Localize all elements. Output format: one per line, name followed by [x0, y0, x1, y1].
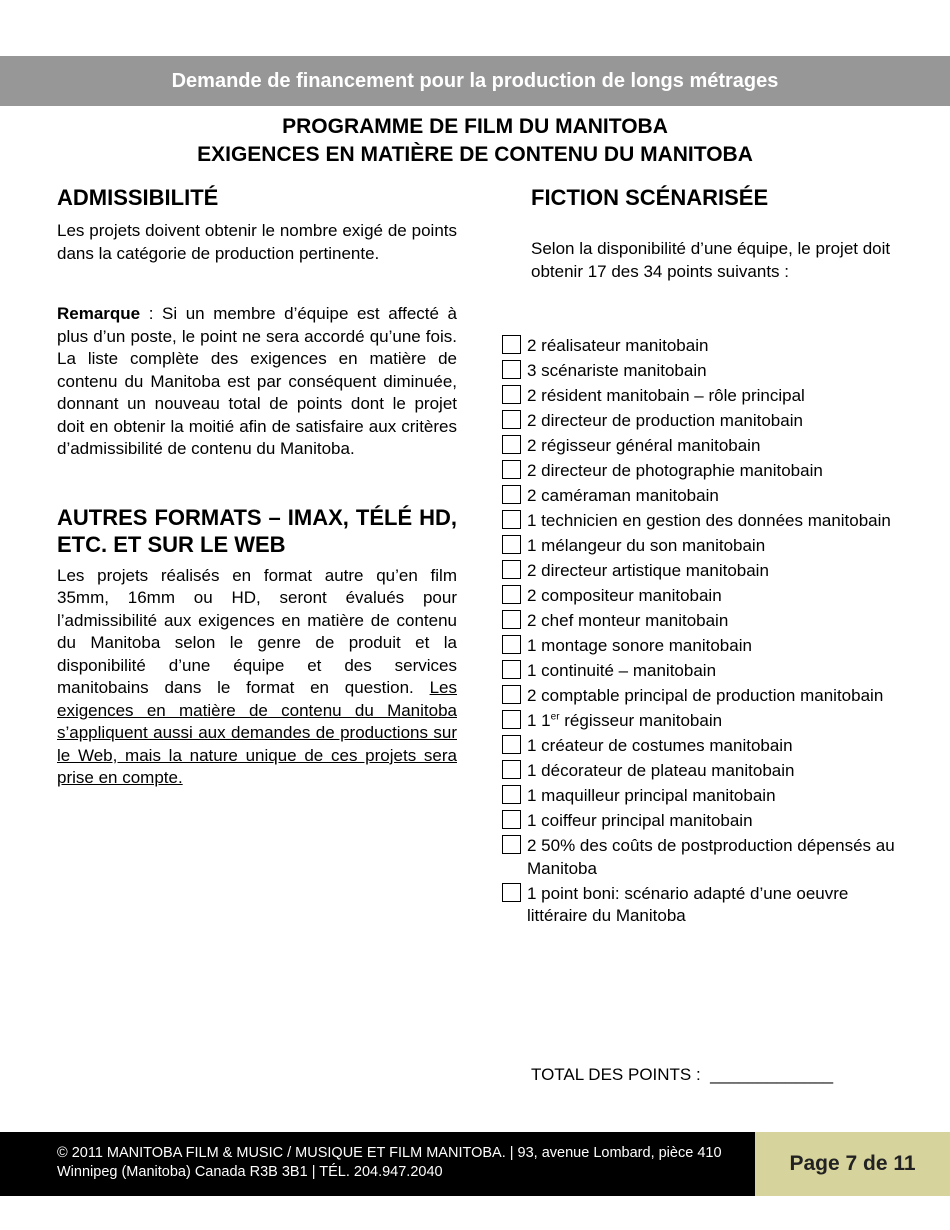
page-number: Page 7 de 11	[755, 1132, 950, 1196]
checkbox[interactable]	[502, 535, 521, 554]
document-banner: Demande de financement pour la production de longs métrages	[0, 56, 950, 106]
checklist-item: 1 continuité – manitobain	[502, 660, 922, 683]
checklist-item: 2 réalisateur manitobain	[502, 335, 922, 358]
checklist-item: 2 directeur de production manitobain	[502, 410, 922, 433]
title-line-1: PROGRAMME DE FILM DU MANITOBA	[282, 115, 668, 138]
checkbox[interactable]	[502, 560, 521, 579]
checklist-item: 1 décorateur de plateau manitobain	[502, 760, 922, 783]
checklist-item: 1 1er régisseur manitobain	[502, 710, 922, 733]
checkbox[interactable]	[502, 735, 521, 754]
right-column	[502, 184, 922, 930]
points-checklist	[502, 335, 922, 928]
checklist-item: 1 mélangeur du son manitobain	[502, 535, 922, 558]
checklist-item: 1 créateur de costumes manitobain	[502, 735, 922, 758]
checklist-item: 1 montage sonore manitobain	[502, 635, 922, 658]
page-title	[0, 113, 950, 169]
remarque-paragraph	[57, 303, 457, 461]
checkbox[interactable]	[502, 335, 521, 354]
footer-copyright: © 2011 MANITOBA FILM & MUSIC / MUSIQUE ET FILM MANITOBA. | 93, avenue Lombard, pièce 410 Winnipeg (Manitoba) Canada R3B 3B1 | TÉL. 204.947.2040	[57, 1145, 722, 1180]
checkbox[interactable]	[502, 883, 521, 902]
web-note-underlined: Les exigences en matière de contenu du Manitoba s’appliquent aussi aux demandes de productions sur le Web, mais la nature unique de ces projets sera prise en compte.	[57, 678, 457, 787]
checklist-item: 1 technicien en gestion des données manitobain	[502, 510, 922, 533]
checkbox[interactable]	[502, 585, 521, 604]
checkbox[interactable]	[502, 835, 521, 854]
checkbox[interactable]	[502, 435, 521, 454]
checklist-item: 2 chef monteur manitobain	[502, 610, 922, 633]
total-points	[531, 1064, 833, 1086]
checklist-item: 2 caméraman manitobain	[502, 485, 922, 508]
checkbox[interactable]	[502, 760, 521, 779]
checkbox[interactable]	[502, 610, 521, 629]
remarque-text: : Si un membre d’équipe est affecté à plus d’un poste, le point ne sera accordé qu’une fois. La liste complète des exigences en matière de contenu du Manitoba est par conséquent diminuée, donnant un nouveau total de points dont le projet doit en obtenir la moitié afin de satisfaire aux critères d’admissibilité de contenu du Manitoba.	[57, 304, 457, 458]
checkbox[interactable]	[502, 460, 521, 479]
checkbox[interactable]	[502, 410, 521, 429]
checklist-item: 2 régisseur général manitobain	[502, 435, 922, 458]
checkbox[interactable]	[502, 660, 521, 679]
admissibilite-heading: ADMISSIBILITÉ	[57, 185, 219, 210]
remarque-label: Remarque	[57, 304, 141, 323]
admissibilite-text: Les projets doivent obtenir le nombre exigé de points dans la catégorie de production pertinente.	[57, 221, 457, 263]
checkbox[interactable]	[502, 635, 521, 654]
checkbox[interactable]	[502, 710, 521, 729]
fiction-heading: FICTION SCÉNARISÉE	[531, 185, 769, 210]
checklist-item: 2 comptable principal de production manitobain	[502, 685, 922, 708]
checklist-item: 2 directeur de photographie manitobain	[502, 460, 922, 483]
checkbox[interactable]	[502, 685, 521, 704]
footer	[0, 1132, 950, 1196]
checklist-item: 2 50% des coûts de postproduction dépensés au Manitoba	[502, 835, 922, 880]
checklist-item: 1 maquilleur principal manitobain	[502, 785, 922, 808]
checklist-item: 3 scénariste manitobain	[502, 360, 922, 383]
checkbox[interactable]	[502, 485, 521, 504]
checkbox[interactable]	[502, 810, 521, 829]
checklist-item: 1 coiffeur principal manitobain	[502, 810, 922, 833]
autres-formats-paragraph	[57, 565, 457, 790]
total-label: TOTAL DES POINTS :	[531, 1065, 701, 1084]
checkbox[interactable]	[502, 360, 521, 379]
title-line-2: EXIGENCES EN MATIÈRE DE CONTENU DU MANITOBA	[197, 143, 753, 166]
total-blank-field[interactable]: _____________	[710, 1065, 834, 1084]
checklist-item: 1 point boni: scénario adapté d’une oeuvre littéraire du Manitoba	[502, 883, 922, 928]
checklist-item: 2 directeur artistique manitobain	[502, 560, 922, 583]
checkbox[interactable]	[502, 510, 521, 529]
checkbox[interactable]	[502, 385, 521, 404]
left-column	[57, 184, 457, 790]
checklist-item: 2 compositeur manitobain	[502, 585, 922, 608]
autres-formats-text: Les projets réalisés en format autre qu’en film 35mm, 16mm ou HD, seront évalués pour l’admissibilité aux exigences en matière de contenu du Manitoba selon le genre de produit et la disponibilité d’une équipe et des services manitobains dans le format en question.	[57, 565, 457, 697]
checkbox[interactable]	[502, 785, 521, 804]
fiction-intro: Selon la disponibilité d’une équipe, le projet doit obtenir 17 des 34 points suivants :	[531, 239, 891, 281]
autres-formats-heading: AUTRES FORMATS – IMAX, TÉLÉ HD, ETC. ET SUR LE WEB	[57, 504, 457, 557]
checklist-item: 2 résident manitobain – rôle principal	[502, 385, 922, 408]
